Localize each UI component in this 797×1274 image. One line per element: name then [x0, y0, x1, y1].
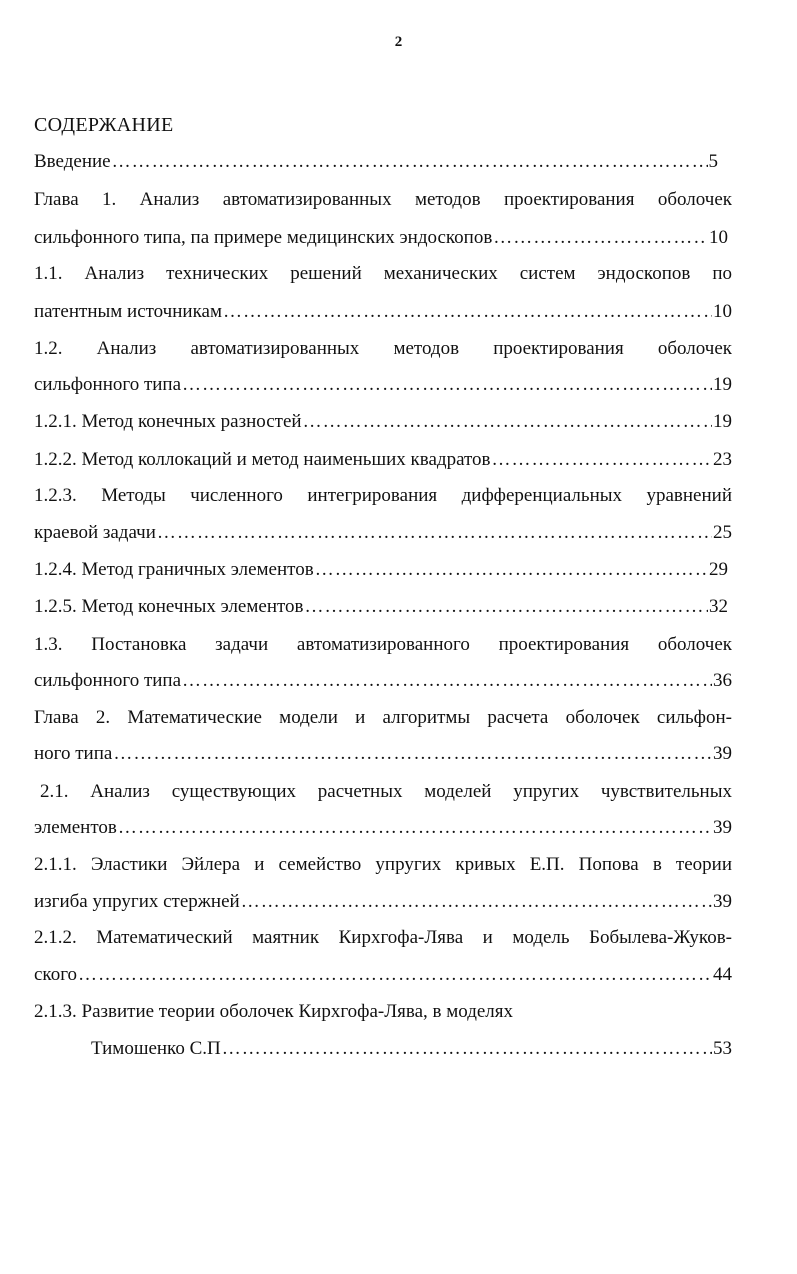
toc-leader — [493, 226, 708, 250]
toc-entry-line: 1.3. Постановка задачи автоматизированного проектирования оболочек — [34, 634, 732, 655]
toc-leader — [157, 521, 712, 545]
toc-entry[interactable] — [34, 410, 732, 434]
toc-entry-text: краевой задачи — [34, 522, 156, 543]
page-number: 2 — [394, 34, 403, 50]
toc-entry-line: 2.1.2. Математический маятник Кирхгофа-Лява и модель Бобылева-Жуков- — [34, 927, 732, 948]
toc-entry[interactable] — [34, 448, 732, 472]
toc-entry-text: ского — [34, 964, 78, 985]
toc-entry-line: 1.2. Анализ автоматизированных методов проектирования оболочек — [34, 338, 732, 359]
toc-entry-text: 1.2.4. Метод граничных элементов — [34, 559, 314, 580]
toc-entry-page: 44 — [713, 964, 732, 985]
toc-entry-text: сильфонного типа, па примере медицинских эндоскопов — [34, 227, 493, 248]
toc-leader — [182, 373, 712, 397]
toc-entry-text: сильфонного типа — [34, 670, 182, 691]
toc-entry-line: 1.1. Анализ технических решений механических систем эндоскопов по — [34, 263, 732, 284]
toc-entry-line: Глава 2. Математические модели и алгоритмы расчета оболочек сильфон- — [34, 707, 732, 728]
toc-leader — [222, 1037, 712, 1061]
toc-leader — [112, 150, 708, 174]
toc-leader — [118, 816, 712, 840]
toc-entry-page: 23 — [713, 449, 732, 470]
toc-entry[interactable] — [91, 1037, 732, 1061]
toc-title: СОДЕРЖАНИЕ — [34, 114, 174, 136]
toc-entry-text: ного типа — [34, 743, 113, 764]
toc-leader — [315, 558, 708, 582]
toc-entry-page: 10 — [713, 301, 732, 322]
toc-entry-page: 32 — [709, 596, 728, 617]
toc-entry-page: 39 — [713, 743, 732, 764]
toc-entry[interactable] — [34, 816, 732, 840]
toc-entry-page: 39 — [713, 891, 732, 912]
toc-entry-text: элементов — [34, 817, 117, 838]
toc-leader — [303, 410, 712, 434]
toc-leader — [223, 300, 712, 324]
toc-entry-line: 2.1. Анализ существующих расчетных моделей упругих чувствительных — [40, 781, 732, 802]
toc-entry[interactable] — [34, 963, 732, 987]
toc-entry-text: Тимошенко С.П — [91, 1038, 221, 1059]
toc-entry[interactable] — [34, 558, 728, 582]
toc-entry-text: 1.2.5. Метод конечных элементов — [34, 596, 304, 617]
toc-entry-page: 19 — [713, 411, 732, 432]
toc-leader — [305, 595, 708, 619]
toc-entry[interactable] — [34, 669, 732, 693]
toc-leader — [78, 963, 712, 987]
toc-entry-page: 29 — [709, 559, 728, 580]
toc-entry-page: 10 — [709, 227, 728, 248]
toc-entry-text: 1.2.1. Метод конечных разностей — [34, 411, 302, 432]
toc-entry-page: 36 — [713, 670, 732, 691]
toc-entry-text: патентным источникам — [34, 301, 222, 322]
toc-entry-text: Введение — [34, 151, 111, 172]
toc-entry-text: 1.2.2. Метод коллокаций и метод наименьших квадратов — [34, 449, 491, 470]
toc-entry[interactable] — [34, 150, 718, 174]
toc-entry[interactable] — [34, 890, 732, 914]
toc-entry[interactable] — [34, 226, 728, 250]
toc-entry-page: 53 — [713, 1038, 732, 1059]
toc-entry[interactable] — [34, 595, 728, 619]
toc-entry-text: сильфонного типа — [34, 374, 182, 395]
toc-entry-line: 2.1.3. Развитие теории оболочек Кирхгофа-Лява, в моделях — [34, 1001, 514, 1022]
toc-entry-page: 25 — [713, 522, 732, 543]
toc-leader — [113, 742, 712, 766]
toc-entry-line: 1.2.3. Методы численного интегрирования дифференциальных уравнений — [34, 485, 732, 506]
toc-entry-text: изгиба упругих стержней — [34, 891, 240, 912]
toc-entry-line: 2.1.1. Эластики Эйлера и семейство упругих кривых Е.П. Попова в теории — [34, 854, 732, 875]
toc-entry-page: 19 — [713, 374, 732, 395]
toc-entry[interactable] — [34, 373, 732, 397]
toc-entry-line: Глава 1. Анализ автоматизированных методов проектирования оболочек — [34, 189, 732, 210]
toc-entry[interactable] — [34, 742, 732, 766]
toc-leader — [182, 669, 712, 693]
toc-leader — [492, 448, 712, 472]
toc-entry-page: 5 — [708, 151, 718, 172]
toc-leader — [241, 890, 712, 914]
toc-entry[interactable] — [34, 521, 732, 545]
toc-entry[interactable] — [34, 300, 732, 324]
toc-entry-page: 39 — [713, 817, 732, 838]
